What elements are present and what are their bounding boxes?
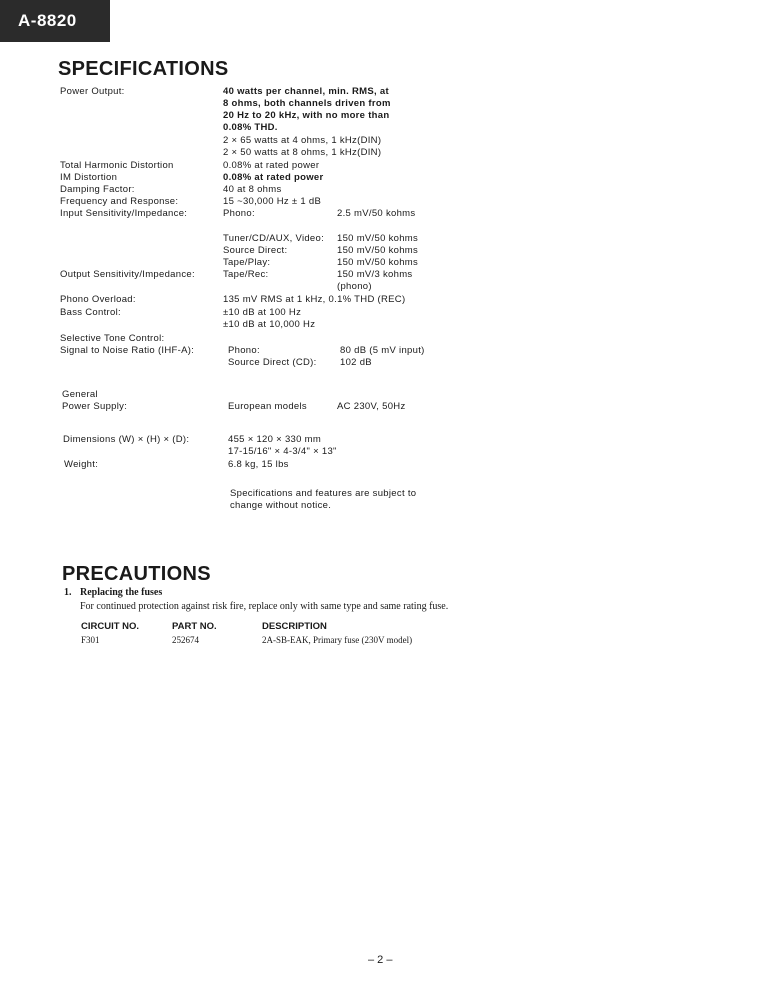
thd-label: Total Harmonic Distortion (60, 160, 174, 171)
input-value-phono: 2.5 mV/50 kohms (337, 208, 416, 219)
power-output-line-4: 0.08% THD. (223, 122, 278, 133)
power-output-label: Power Output: (60, 86, 125, 97)
dimensions-label: Dimensions (W) × (H) × (D): (63, 434, 190, 445)
precaution-item-title: Replacing the fuses (80, 587, 163, 598)
snr-value-direct: 102 dB (340, 357, 372, 368)
output-note: (phono) (337, 281, 372, 292)
table-header-description: DESCRIPTION (262, 621, 327, 632)
specifications-title: SPECIFICATIONS (58, 58, 229, 80)
thd-value: 0.08% at rated power (223, 160, 320, 171)
power-output-line-6: 2 × 50 watts at 8 ohms, 1 kHz(DIN) (223, 147, 382, 158)
power-supply-source: European models (228, 401, 307, 412)
power-output-line-1: 40 watts per channel, min. RMS, at (223, 86, 389, 97)
weight-value: 6.8 kg, 15 lbs (228, 459, 289, 470)
input-source-tape: Tape/Play: (223, 257, 271, 268)
output-value: 150 mV/3 kohms (337, 269, 413, 280)
input-value-tuner: 150 mV/50 kohms (337, 233, 419, 244)
table-cell-description: 2A-SB-EAK, Primary fuse (230V model) (262, 635, 413, 645)
table-cell-part: 252674 (172, 635, 199, 645)
power-output-line-5: 2 × 65 watts at 4 ohms, 1 kHz(DIN) (223, 135, 382, 146)
power-supply-value: AC 230V, 50Hz (337, 401, 406, 412)
notice-line-1: Specifications and features are subject to (230, 488, 417, 499)
im-label: IM Distortion (60, 172, 118, 183)
damping-label: Damping Factor: (60, 184, 135, 195)
notice-line-2: change without notice. (230, 500, 332, 511)
frequency-label: Frequency and Response: (60, 196, 179, 207)
input-source-direct: Source Direct: (223, 245, 288, 256)
bass-line-2: ±10 dB at 10,000 Hz (223, 319, 316, 330)
power-output-line-2: 8 ohms, both channels driven from (223, 98, 391, 109)
dimensions-line-1: 455 × 120 × 330 mm (228, 434, 322, 445)
precaution-item-number: 1. (64, 587, 72, 598)
phono-overload-value: 135 mV RMS at 1 kHz, 0.1% THD (REC) (223, 294, 406, 305)
selective-label: Selective Tone Control: (60, 333, 165, 344)
dimensions-line-2: 17-15/16" × 4-3/4" × 13" (228, 446, 337, 457)
input-value-direct: 150 mV/50 kohms (337, 245, 419, 256)
precaution-item-text: For continued protection against risk fire, replace only with same type and same rating fuse. (80, 601, 449, 612)
power-supply-label: Power Supply: (62, 401, 128, 412)
power-output-line-3: 20 Hz to 20 kHz, with no more than (223, 110, 390, 121)
model-tab: A-8820 (0, 0, 110, 42)
table-cell-circuit: F301 (81, 635, 100, 645)
table-header-circuit: CIRCUIT NO. (81, 621, 140, 632)
snr-source-phono: Phono: (228, 345, 260, 356)
im-value: 0.08% at rated power (223, 172, 324, 183)
frequency-value: 15 ~30,000 Hz ± 1 dB (223, 196, 322, 207)
weight-label: Weight: (64, 459, 99, 470)
input-source-tuner: Tuner/CD/AUX, Video: (223, 233, 325, 244)
input-source-phono: Phono: (223, 208, 255, 219)
table-header-part: PART NO. (172, 621, 217, 632)
bass-line-1: ±10 dB at 100 Hz (223, 307, 302, 318)
input-label: Input Sensitivity/Impedance: (60, 208, 188, 219)
output-label: Output Sensitivity/Impedance: (60, 269, 195, 280)
phono-overload-label: Phono Overload: (60, 294, 136, 305)
precautions-title: PRECAUTIONS (62, 563, 211, 585)
snr-label: Signal to Noise Ratio (IHF-A): (60, 345, 195, 356)
page-number: – 2 – (368, 954, 393, 966)
damping-value: 40 at 8 ohms (223, 184, 282, 195)
snr-value-phono: 80 dB (5 mV input) (340, 345, 425, 356)
snr-source-direct: Source Direct (CD): (228, 357, 317, 368)
input-value-tape: 150 mV/50 kohms (337, 257, 419, 268)
general-label: General (62, 389, 98, 400)
bass-label: Bass Control: (60, 307, 121, 318)
output-source: Tape/Rec: (223, 269, 269, 280)
